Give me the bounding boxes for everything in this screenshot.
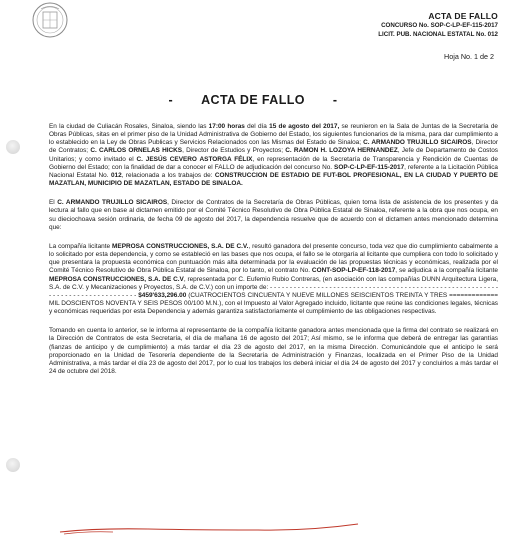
paragraph-award: La compañía licitante MEPROSA CONSTRUCCIONES, S.A. DE C.V., resultó ganadora del presente concurso, toda vez que dio cumplimiento cabalmente a lo solicitado por esta dependencia, y como se estableció en las bases que nos ocupa, el fallo se le otorgaría al licitante que cumpliera con todo lo solicitado y que presentara la propuesta económica con puntuación más alta determinada por la evaluación de las propuestas técnicas y económicas, realizada por el Comité Técnico Resolutivo de Obra Pública Estatal de Sinaloa, por lo tanto, el contrato No. CONT-SOP-LP-EF-118-2017, se adjudica a la compañía licitante MEPROSA CONSTRUCCIONES, S.A. DE C.V, representada por C. Eufemio Rubio Contreras, (en asociación con las compañías DUNN Arquitectura Ligera, S.A. de C.V. y Mecanizaciones y Proyectos, S.A. de C.V.) con un importe de: - - - - - - - - - - - - - - - - - - - - - - - - - - - - - - - - - - - - - - - - - - - - - - - - - - - - - - - - - - - - - - - - - - - - - - - - - - - - - - - - $459'633,296.00 (CUATROCIENTOS CINCUENTA Y NUEVE MILLONES SEISCIENTOS TREINTA Y TRES ============= MIL DOSCIENTOS NOVENTA Y SEIS PESOS 00/100 M.N.), con el Impuesto al Valor Agregado incluido, licitante que reúne las condiciones legales, técnicas y económicas requeridas por esta Dependencia y además garantiza satisfactoriamente el cumplimiento de las obligaciones respectivas. [49, 242, 499, 316]
licitacion-number: LICIT. PUB. NACIONAL ESTATAL No. 012 [378, 31, 498, 38]
title-dash-left: - [168, 93, 174, 107]
punch-hole [6, 458, 20, 472]
punch-hole [6, 140, 20, 154]
document-body [49, 123, 498, 387]
document-header [378, 12, 498, 39]
header-title: ACTA DE FALLO [428, 11, 498, 21]
handwritten-mark [58, 510, 398, 536]
paragraph-contract-signing: Tomando en cuenta lo anterior, se le informa al representante de la compañía licitante ganadora antes mencionada que la firma del contrato se realizará en la Dirección de Contratos de esta Secretaría, el día de mañana 16 de agosto del 2017; Así mismo, se le informa que deberá de entregar las garantías (fianzas de anticipo y de cumplimiento) a más tardar el día 23 de agosto del 2017, en la misma Dirección. Comunicándole que el anticipo le será proporcionado en la Unidad de Tesorería dependiente de la Secretaría de Administración y Finanzas, localizada en el Primer Piso de la Unidad Administrativa, a más tardar el día 23 de agosto del 2017, por lo cual los trabajos los deberá iniciar el día 24 de agosto del 2017 y concluirlos a más tardar el 24 de octubre del 2018. [49, 327, 498, 376]
paragraph-opening: En la ciudad de Culiacán Rosales, Sinaloa, siendo las 17:00 horas del día 15 de agosto del 2017, se reunieron en la Sala de Juntas de la Secretaría de Obras Públicas, sitas en el primer piso de la Unidad Administrativa de Gobierno del Estado, los siguientes funcionarios de la misma, para dar cumplimiento a lo establecido en la Ley de Obras Publicas y Servicios Relacionados con las Mismas del Estado de Sinaloa; C. ARMANDO TRUJILLO SICAIROS, Director de Contratos; C. CARLOS ORNELAS HICKS, Director de Estudios y Proyectos; C. RAMON H. LOZOYA HERNANDEZ, Jefe de Departamento de Costos Unitarios; y como invitado el C. JESÚS CEVERO ASTORGA FÉLIX, en representación de la Secretaría de Transparencia y Rendición de Cuentas de Gobierno del Estado; con la finalidad de dar a conocer el FALLO de adjudicación del concurso No. SOP-C-LP-EF-115-2017, referente a la Licitación Pública Nacional Estatal No. 012, relacionada a los trabajos de: CONSTRUCCION DE ESTADIO DE FUT-BOL PROFESIONAL, EN LA CIUDAD Y PUERTO DE MAZATLAN, MUNICIPIO DE MAZATLAN, ESTADO DE SINALOA. [49, 123, 498, 188]
state-seal-logo [32, 2, 68, 38]
title-dash-right: - [332, 93, 338, 107]
concurso-number: CONCURSO No. SOP-C-LP-EF-115-2017 [381, 22, 498, 29]
document-title [0, 93, 506, 107]
paragraph-director-reading: El C. ARMANDO TRUJILLO SICAIROS, Director de Contratos de la Secretaría de Obras Públicas, quien toma lista de asistencia de los presentes y da lectura al fallo que en base al dictamen emitido por el Comité Técnico Resolutivo de Obra Pública Estatal de Sinaloa, referente a la obra que nos ocupa, en su dieciochoava sesión ordinaria, de fecha 09 de agosto del 2017, la dependencia resuelve que de acuerdo con el dictamen antes mencionado determina que: [49, 199, 498, 231]
title-text: ACTA DE FALLO [201, 93, 305, 107]
page-number: Hoja No. 1 de 2 [444, 52, 494, 61]
